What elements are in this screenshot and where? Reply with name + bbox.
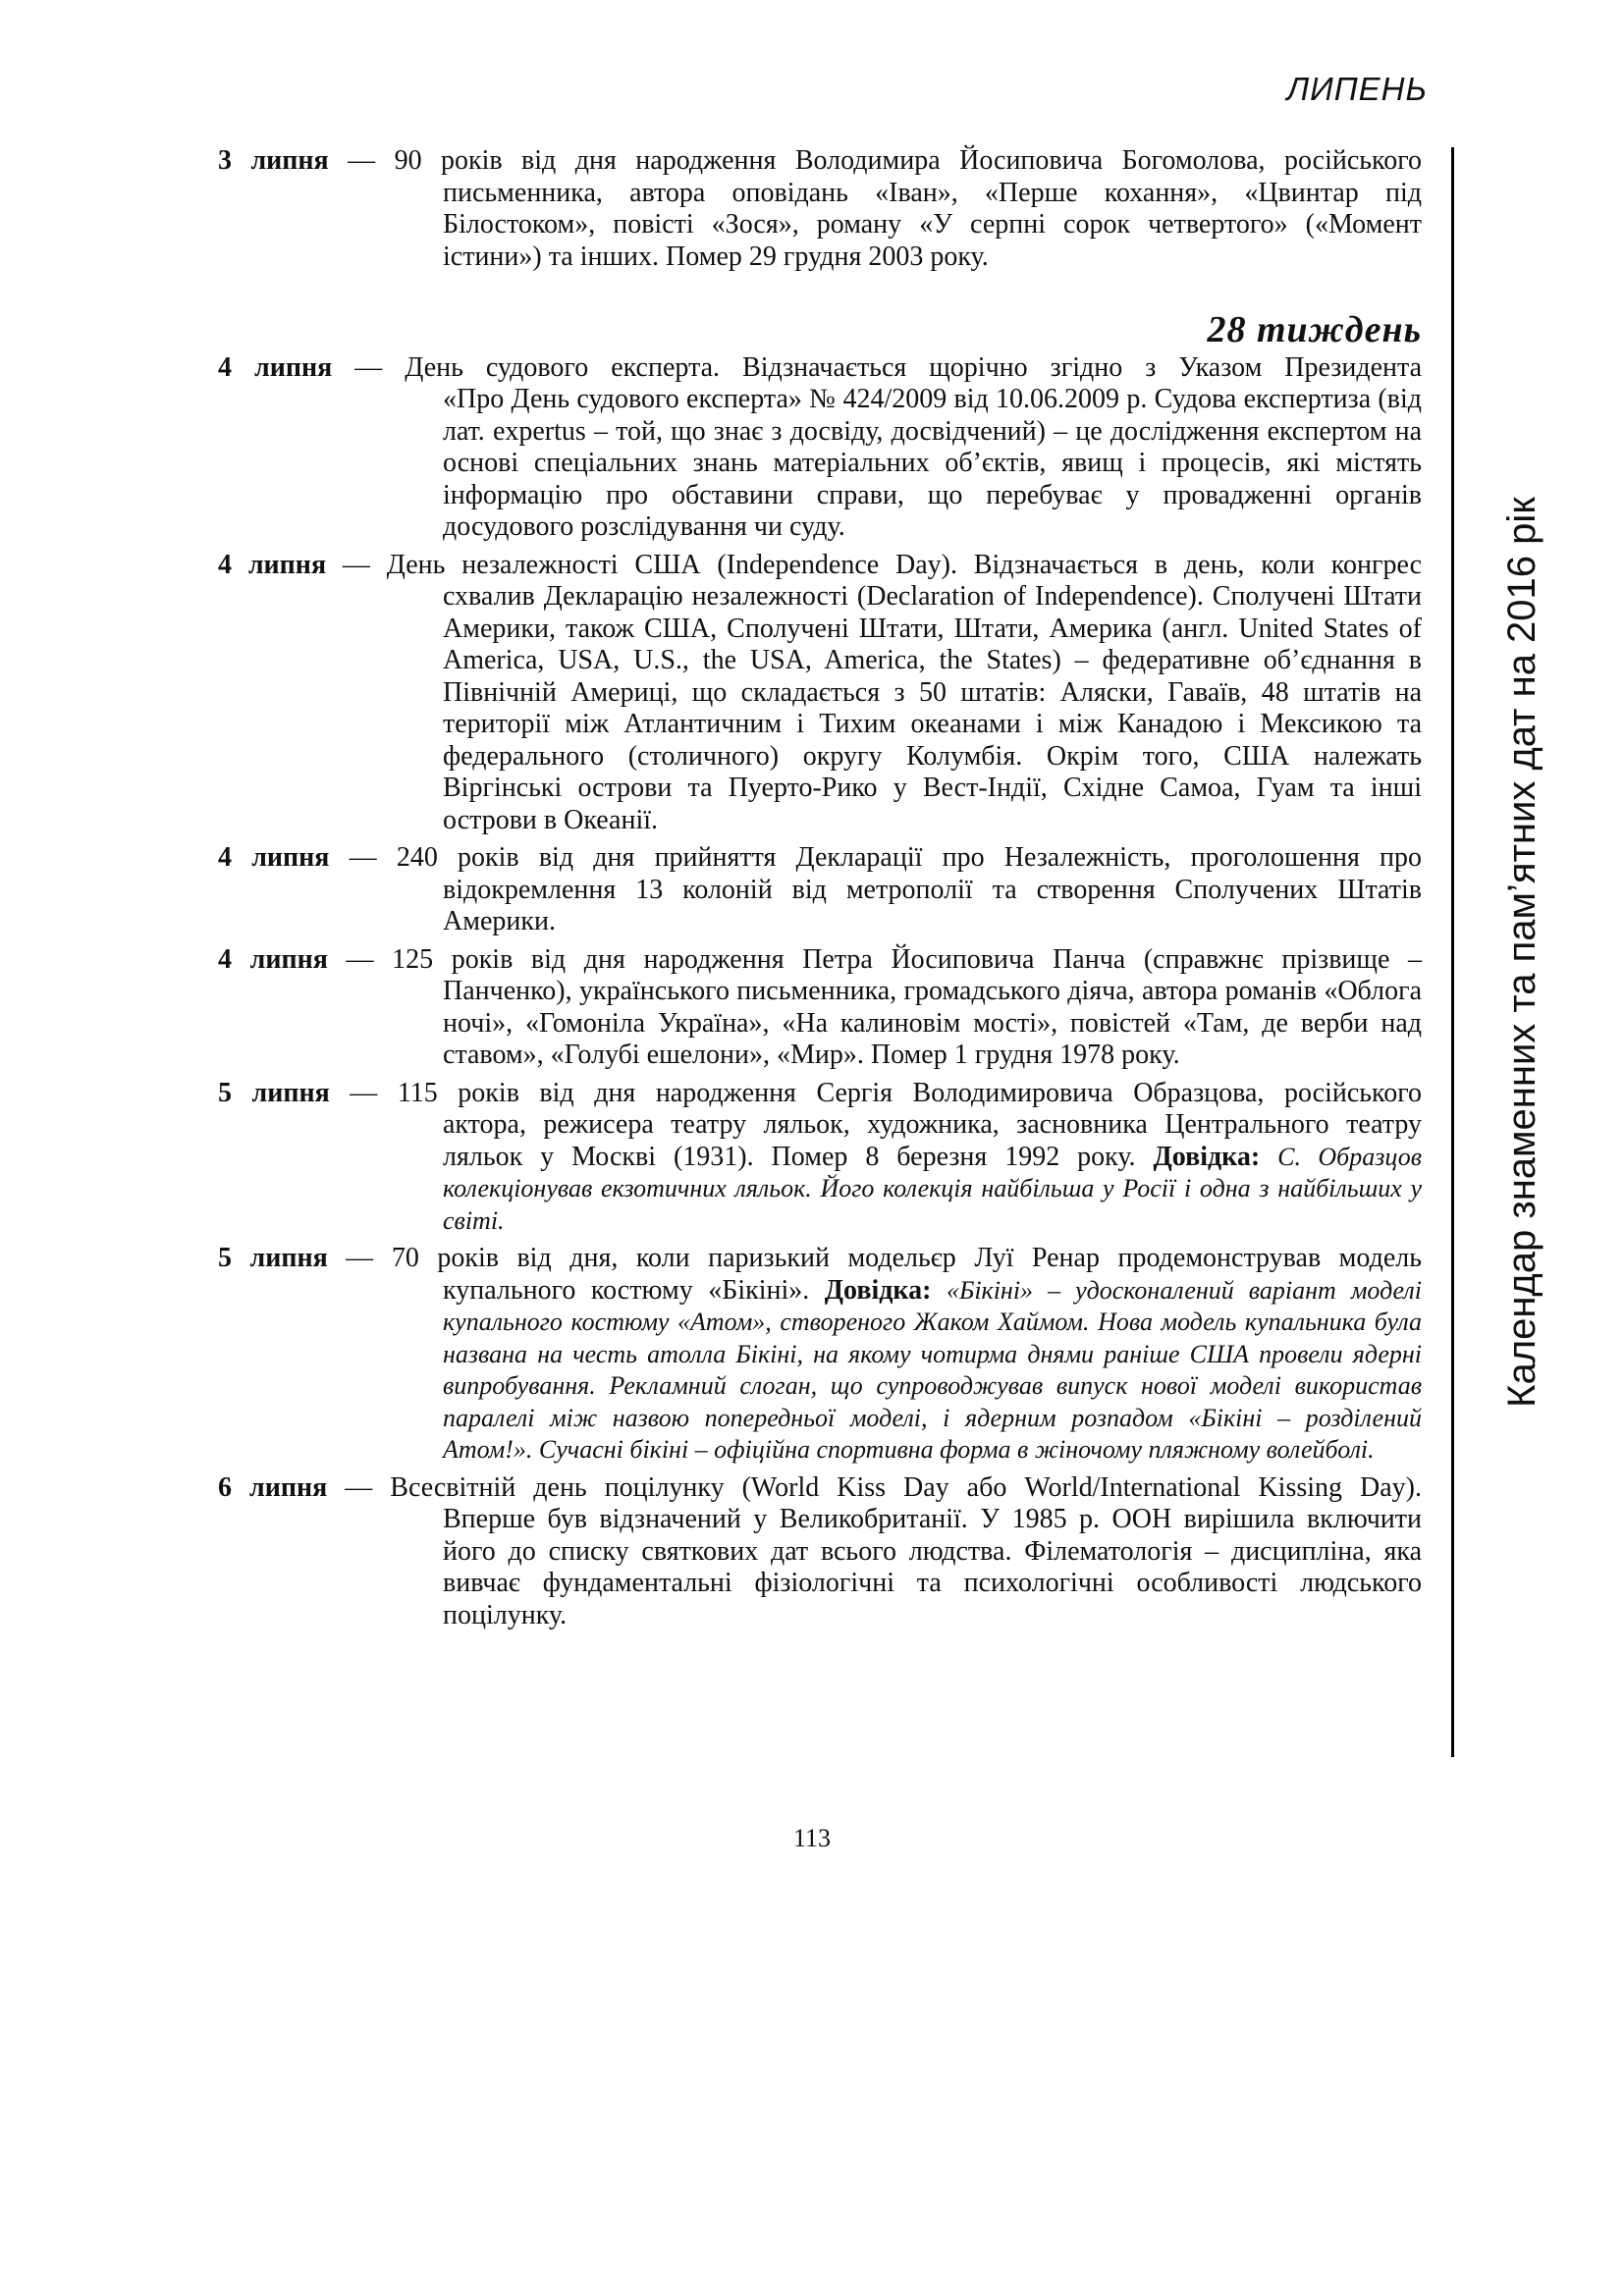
- entry-date: 4 липня: [218, 943, 328, 975]
- entry-first-line: [218, 352, 1422, 385]
- entry-first-line: [218, 842, 1422, 875]
- entry-body-text: Панченко), українського письменника, громадського діяча, автора романів «Облога ночі», «Гомоніла Україна», «На калиновім мості», повістей «Там, де верби над ставом», «Голубі ешелони», «Мир». Помер 1 грудня 1978 року.: [443, 976, 1422, 1070]
- entry-body: [218, 1504, 1422, 1631]
- entry-first-line: [218, 145, 1422, 178]
- entry-body: [218, 976, 1422, 1072]
- entry-body-text: схвалив Декларацію незалежності (Declaration of Independence). Сполучені Штати Америки, також США, Сполучені Штати, Штати, Америка (англ. United States of America, USA, U.S., the USA, America, the States) – федеративне об’єднання в Північній Америці, що складається з 50 штатів: Аляски, Гаваїв, 48 штатів на території між Атлантичним і Тихим океанами і між Канадою і Мексикою та федерального (столичного) округу Колумбія. Окрім того, США належать Віргінські острови та Пуерто-Рико у Вест-Індії, Східне Самоа, Гуам та інші острови в Океанії.: [443, 581, 1422, 835]
- side-title: Календар знаменних та пам’ятних дат на 2016 рік: [1500, 497, 1543, 1408]
- running-header-month: ЛИПЕНЬ: [1286, 71, 1428, 107]
- entry-body-text: актора, режисера театру ляльок, художника, засновника Центрального театру ляльок у Москві (1931). Помер 8 березня 1992 року.: [443, 1109, 1422, 1172]
- entry-dash: —: [332, 351, 406, 383]
- calendar-entry: [218, 1243, 1422, 1467]
- entry-body-text: письменника, автора оповідань «Іван», «Перше кохання», «Цвинтар під Білостоком», повісті «Зося», роману «У серпні сорок четвертого» («Момент істини») та інших. Помер 29 грудня 2003 року.: [443, 177, 1422, 272]
- entry-first-line: [218, 1243, 1422, 1275]
- note-label: Довідка:: [824, 1274, 932, 1306]
- calendar-entry: [218, 842, 1422, 938]
- calendar-entry: [218, 550, 1422, 837]
- entry-first-text: 115 років від дня народження Сергія Володимировича Образцова, російського: [397, 1077, 1422, 1108]
- entry-body: [218, 1109, 1422, 1237]
- entry-dash: —: [327, 943, 393, 975]
- entry-first-text: Всесвітній день поцілунку (World Kiss Day або World/International Kissing Day).: [390, 1471, 1423, 1503]
- entry-date: 3 липня: [218, 145, 329, 176]
- entry-body-text: «Про День судового експерта» № 424/2009 від 10.06.2009 р. Судова експертиза (від лат. expertus – той, що знає з досвіду, досвідчений) – це дослідження експертом на основі спеціальних знань матеріальних об’єктів, явищ і процесів, які містять інформацію про обставини справи, що перебуває у провадженні органів досудового розслідування чи суду.: [443, 384, 1422, 542]
- entry-date: 4 липня: [218, 842, 330, 873]
- entry-first-text: 125 років від дня народження Петра Йосиповича Панча (справжнє прізвище –: [392, 943, 1422, 975]
- entry-dash: —: [328, 145, 395, 176]
- entry-body: [218, 581, 1422, 836]
- entries-before: [218, 145, 1422, 273]
- entry-first-text: День незалежності США (Independence Day). Відзначається в день, коли конгрес: [386, 549, 1422, 580]
- entry-first-text: День судового експерта. Відзначається щорічно згідно з Указом Президента: [405, 351, 1422, 383]
- calendar-entry: [218, 145, 1422, 273]
- entry-first-line: [218, 1078, 1422, 1110]
- note-text: «Бікіні» – удосконалений варіант моделі купального костюму «Атом», створеного Жаком Хаймом. Нова модель купальника була названа на честь атолла Бікіні, на якому чотирма днями раніше США провели ядерні випробування. Рекламний слоган, що супроводжував випуск нової моделі використав паралелі між назвою попередньої моделі, і ядерним розпадом «Бікіні – розділений Атом!». Сучасні бікіні – офіційна спортивна форма в жіночому пляжному волейболі.: [443, 1275, 1422, 1464]
- page-number: 113: [792, 1824, 832, 1852]
- calendar-entry: [218, 944, 1422, 1072]
- week-heading: 28 тиждень: [1207, 309, 1422, 350]
- entry-body-text: відокремлення 13 колоній від метрополії та створення Сполучених Штатів Америки.: [443, 874, 1422, 936]
- entry-first-line: [218, 944, 1422, 977]
- entry-first-text: 240 років від дня прийняття Декларації про Незалежність, проголошення про: [396, 842, 1423, 873]
- entry-body: [218, 178, 1422, 274]
- entry-dash: —: [327, 1243, 392, 1273]
- entry-body: [218, 875, 1422, 938]
- entry-body: [218, 384, 1422, 544]
- entry-dash: —: [329, 842, 397, 873]
- page-content: [218, 145, 1422, 1637]
- entry-date: 4 липня: [218, 549, 327, 580]
- entry-date: 5 липня: [218, 1243, 328, 1273]
- calendar-entry: [218, 1078, 1422, 1238]
- entry-first-text: 90 років від дня народження Володимира Йосиповича Богомолова, російського: [394, 145, 1422, 176]
- entry-dash: —: [326, 549, 387, 580]
- entry-dash: —: [327, 1471, 391, 1503]
- entry-first-text: 70 років від дня, коли паризький модельєр Луї Ренар продемонстрував модель: [391, 1243, 1423, 1273]
- entry-first-line: [218, 1472, 1422, 1505]
- entry-body-text: Вперше був відзначений у Великобританії. У 1985 р. ООН вирішила включити його до списку святкових дат всього людства. Філематологія – дисципліна, яка вивчає фундаментальні фізіологічні та психологічні особливості людського поцілунку.: [443, 1504, 1422, 1630]
- entry-date: 4 липня: [218, 351, 333, 383]
- note-label: Довідка:: [1153, 1141, 1261, 1172]
- entry-date: 5 липня: [218, 1077, 330, 1108]
- entry-body: [218, 1275, 1422, 1467]
- calendar-entry: [218, 1472, 1422, 1632]
- entry-body-text: купального костюму «Бікіні».: [443, 1274, 810, 1306]
- entry-date: 6 липня: [218, 1471, 328, 1503]
- note-text: С. Образцов колекціонував екзотичних ляльок. Його колекція найбільша у Росії і одна з найбільших у світі.: [443, 1142, 1423, 1235]
- entry-first-line: [218, 550, 1422, 582]
- entries-after: [218, 352, 1422, 1632]
- side-rule: [1451, 147, 1454, 1757]
- entry-dash: —: [329, 1077, 398, 1108]
- calendar-entry: [218, 352, 1422, 544]
